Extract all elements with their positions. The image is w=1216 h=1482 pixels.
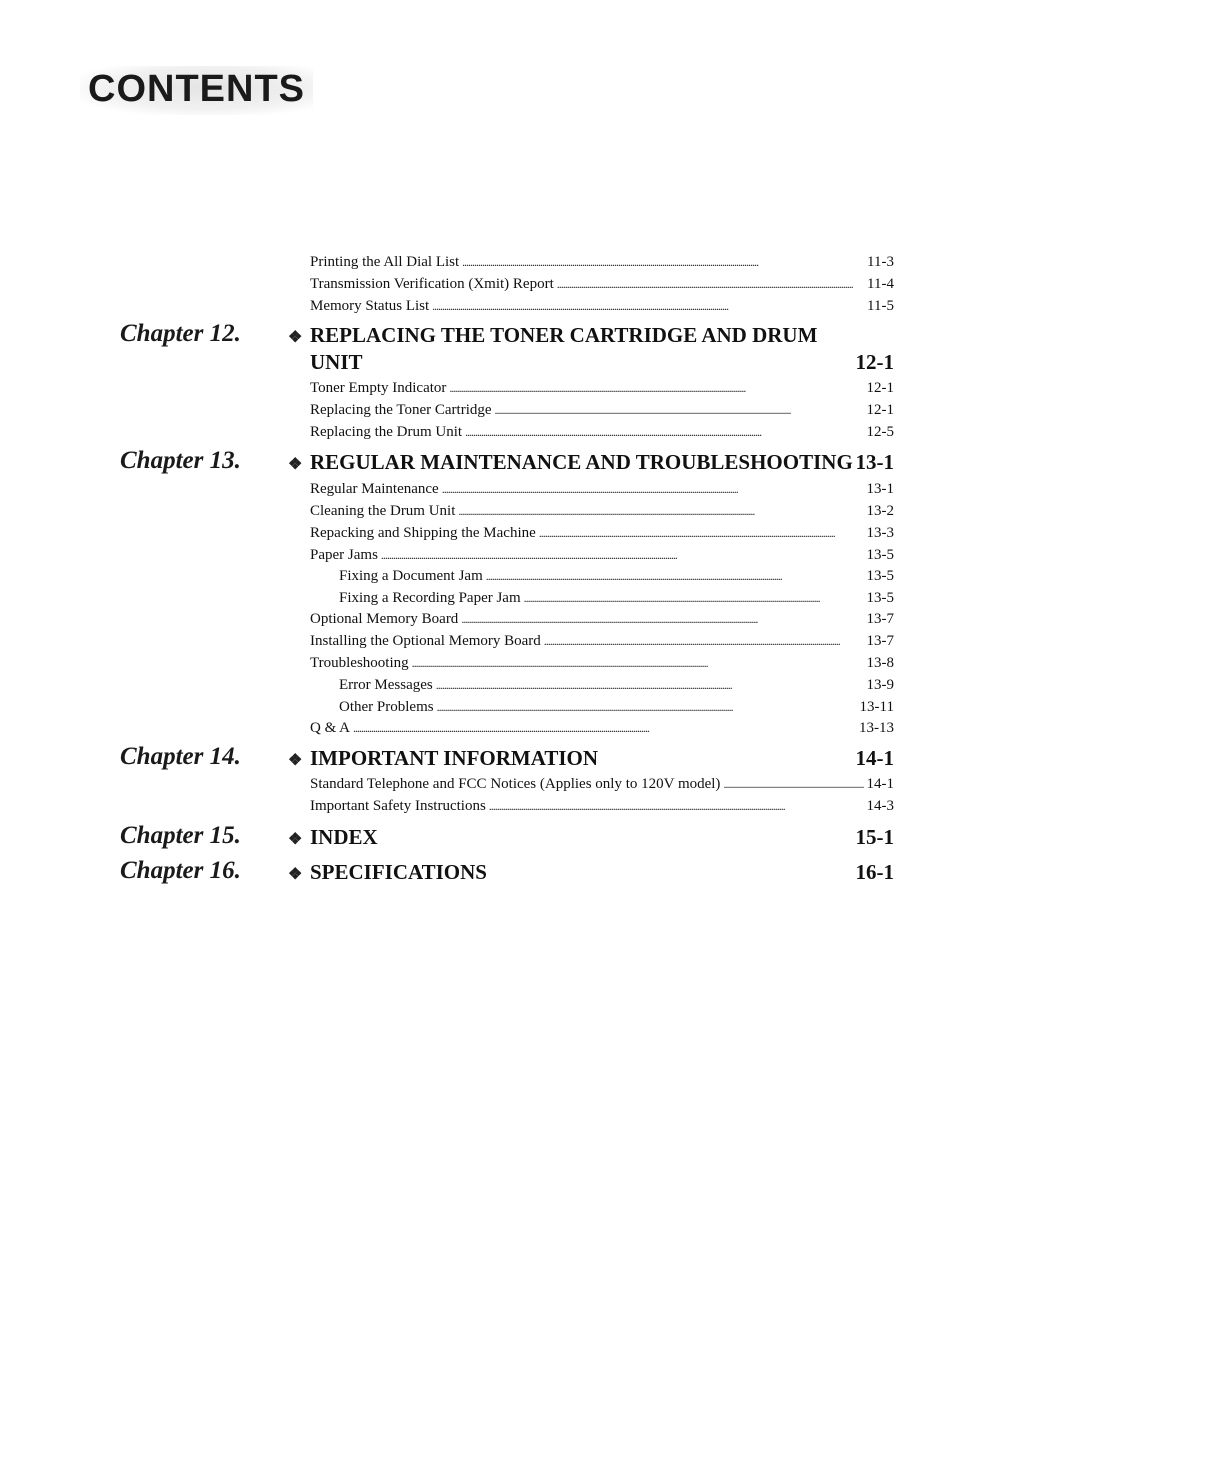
toc-entry-page: 14-1 (866, 776, 894, 792)
leader-dots (495, 400, 864, 420)
toc-entry[interactable] (310, 378, 894, 398)
toc-entry[interactable] (310, 400, 894, 420)
diamond-bullet-icon: ❖ (288, 456, 303, 473)
leader-dots (353, 718, 856, 738)
toc-entry-page: 13-9 (866, 677, 894, 693)
toc-entry-page: 13-8 (866, 655, 894, 671)
leader-dots (436, 675, 864, 695)
diamond-bullet-icon: ❖ (288, 831, 303, 848)
toc-entry[interactable] (310, 274, 894, 294)
chapter-title: REPLACING THE TONER CARTRIDGE AND DRUM (310, 323, 818, 347)
chapter-label: Chapter 14. (120, 743, 241, 770)
toc-entry-title: Error Messages (339, 677, 433, 693)
toc-entry[interactable] (310, 545, 894, 565)
toc-entry-title: Repacking and Shipping the Machine (310, 525, 536, 541)
toc-subentry[interactable] (339, 675, 894, 695)
toc-entry-page: 13-7 (866, 633, 894, 649)
toc-entry-title: Cleaning the Drum Unit (310, 503, 456, 519)
toc-entry[interactable] (310, 631, 894, 651)
chapter-label: Chapter 16. (120, 857, 241, 884)
toc-subentry[interactable] (339, 697, 894, 717)
leader-dots (486, 566, 864, 586)
toc-entry-title: Standard Telephone and FCC Notices (Applies only to 120V model) (310, 776, 721, 792)
toc-entry-title: Transmission Verification (Xmit) Report (310, 276, 554, 292)
toc-entry-page: 13-7 (866, 611, 894, 627)
chapter-page: 13-1 (855, 450, 894, 474)
toc-entry-title: Fixing a Recording Paper Jam (339, 590, 521, 606)
toc-entry[interactable] (310, 653, 894, 673)
toc-entry-page: 12-1 (866, 402, 894, 418)
leader-dots (442, 479, 864, 499)
chapter-title: REGULAR MAINTENANCE AND TROUBLESHOOTING (310, 450, 853, 474)
chapter-heading[interactable] (288, 746, 894, 771)
toc-entry-page: 13-5 (866, 590, 894, 606)
diamond-bullet-icon: ❖ (288, 866, 303, 883)
leader-dots (489, 796, 864, 816)
chapter-title: IMPORTANT INFORMATION (310, 746, 599, 770)
leader-dots (462, 252, 864, 272)
page-title: CONTENTS (80, 66, 313, 115)
toc-entry[interactable] (310, 523, 894, 543)
chapter-page: 12-1 (855, 350, 894, 374)
leader-dots (432, 296, 864, 316)
chapter-label: Chapter 13. (120, 447, 241, 474)
chapter-heading[interactable] (288, 450, 894, 475)
toc-subentry[interactable] (339, 588, 894, 608)
chapter-title: INDEX (310, 825, 378, 849)
toc-entry-title: Troubleshooting (310, 655, 409, 671)
leader-dots (412, 653, 864, 673)
toc-entry-title: Optional Memory Board (310, 611, 459, 627)
toc-entry[interactable] (310, 252, 894, 272)
chapter-label: Chapter 12. (120, 320, 241, 347)
diamond-bullet-icon: ❖ (288, 329, 303, 346)
toc-entry[interactable] (310, 609, 894, 629)
toc-entry-page: 13-2 (866, 503, 894, 519)
chapter-heading[interactable] (288, 860, 894, 885)
toc-subentry[interactable] (339, 566, 894, 586)
toc-entry-page: 12-1 (866, 380, 894, 396)
chapter-page: 16-1 (855, 860, 894, 884)
leader-dots (381, 545, 864, 565)
toc-entry[interactable] (310, 479, 894, 499)
toc-entry-title: Printing the All Dial List (310, 254, 460, 270)
toc-entry[interactable] (310, 774, 894, 794)
leader-dots (524, 588, 864, 608)
toc-entry-title: Q & A (310, 720, 351, 736)
toc-entry-page: 14-3 (866, 798, 894, 814)
leader-dots (465, 422, 863, 442)
toc-entry-page: 13-5 (866, 547, 894, 563)
toc-entry-title: Paper Jams (310, 547, 378, 563)
toc-entry-page: 11-3 (867, 254, 894, 270)
toc-entry-page: 13-5 (866, 568, 894, 584)
chapter-label: Chapter 15. (120, 822, 241, 849)
toc-entry[interactable] (310, 501, 894, 521)
chapter-title: UNIT (310, 350, 363, 374)
toc-entry-title: Replacing the Toner Cartridge (310, 402, 492, 418)
toc-entry-title: Regular Maintenance (310, 481, 439, 497)
diamond-bullet-icon: ❖ (288, 752, 303, 769)
chapter-heading-continued[interactable] (310, 350, 894, 375)
chapter-heading[interactable] (288, 323, 894, 348)
toc-entry-page: 13-3 (866, 525, 894, 541)
toc-entry-page: 11-4 (867, 276, 894, 292)
toc-entry-title: Toner Empty Indicator (310, 380, 447, 396)
chapter-title: SPECIFICATIONS (310, 860, 487, 884)
chapter-page: 14-1 (855, 746, 894, 770)
toc-entry-page: 11-5 (867, 298, 894, 314)
toc-entry[interactable] (310, 296, 894, 316)
toc-entry-title: Replacing the Drum Unit (310, 424, 463, 440)
toc-entry-page: 13-13 (859, 720, 894, 736)
toc-entry-title: Installing the Optional Memory Board (310, 633, 541, 649)
toc-entry-title: Important Safety Instructions (310, 798, 486, 814)
leader-dots (461, 609, 863, 629)
chapter-page: 15-1 (855, 825, 894, 849)
leader-dots (557, 274, 864, 294)
leader-dots (458, 501, 863, 521)
leader-dots (723, 774, 863, 794)
toc-entry-page: 13-1 (866, 481, 894, 497)
leader-dots (437, 697, 857, 717)
leader-dots (539, 523, 864, 543)
toc-entry-page: 12-5 (866, 424, 894, 440)
toc-entry[interactable] (310, 796, 894, 816)
leader-dots (449, 378, 863, 398)
toc-entry[interactable] (310, 718, 894, 738)
toc-entry-title: Other Problems (339, 699, 434, 715)
toc-entry-page: 13-11 (859, 699, 894, 715)
chapter-heading[interactable] (288, 825, 894, 850)
toc-entry[interactable] (310, 422, 894, 442)
leader-dots (544, 631, 864, 651)
toc-entry-title: Fixing a Document Jam (339, 568, 483, 584)
toc-entry-title: Memory Status List (310, 298, 430, 314)
